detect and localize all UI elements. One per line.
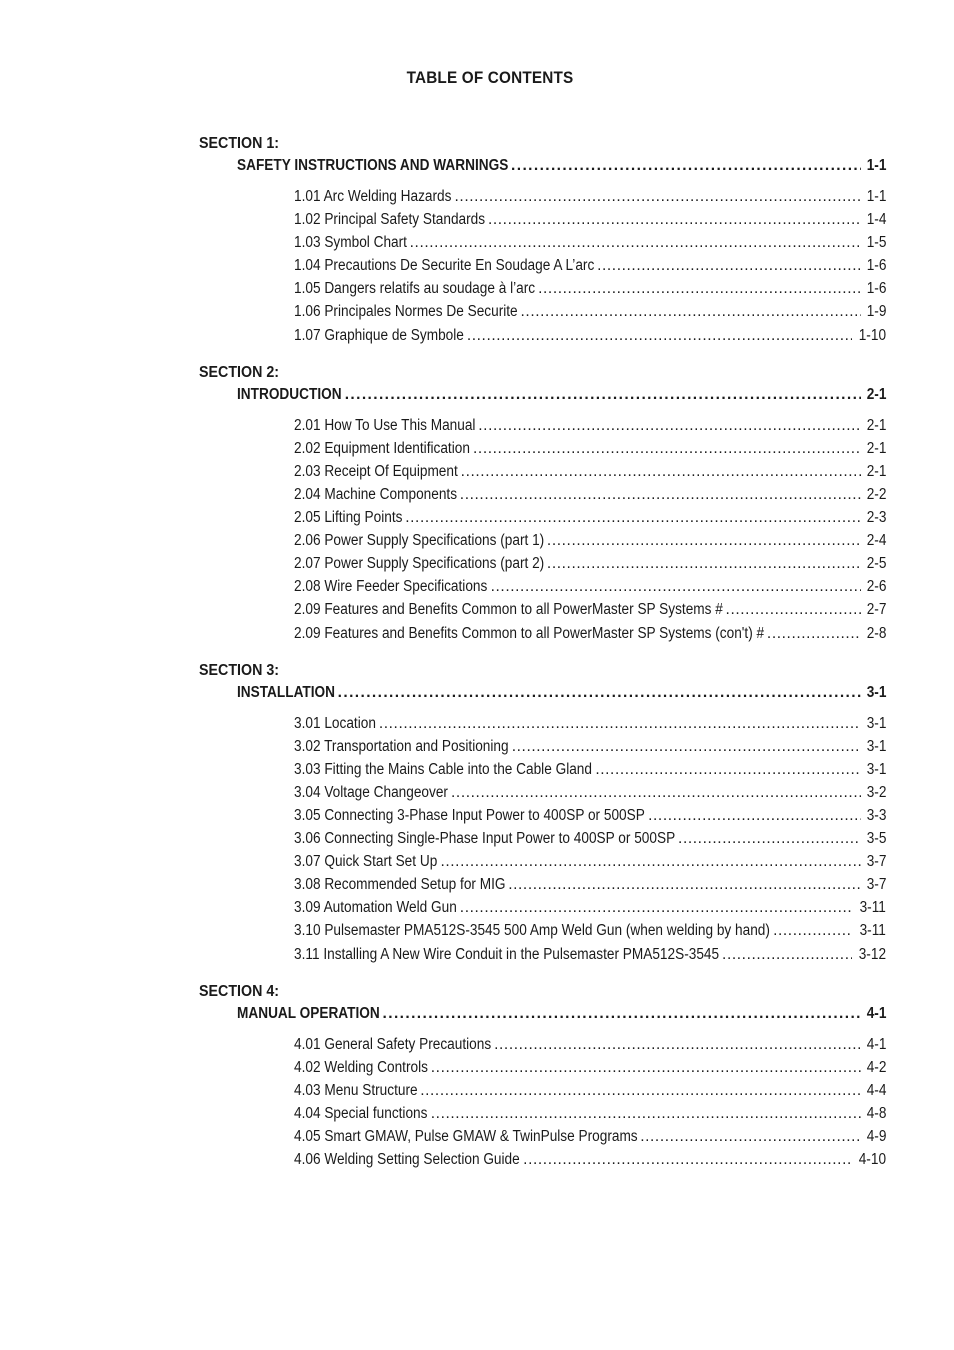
entry-title: 1.06 Principales Normes De Securite xyxy=(294,303,518,321)
dot-leader xyxy=(467,324,852,347)
toc-entry[interactable] xyxy=(294,896,886,919)
entry-title: 2.03 Receipt Of Equipment xyxy=(294,462,458,480)
toc-entry[interactable] xyxy=(294,1125,886,1148)
section-heading-link[interactable] xyxy=(237,1003,886,1025)
entry-page-number: 1-1 xyxy=(866,188,886,205)
toc-entry[interactable] xyxy=(294,300,886,323)
entry-page-number: 3-2 xyxy=(866,783,886,801)
section-heading-link[interactable] xyxy=(237,682,886,704)
section-label: SECTION 3: xyxy=(199,661,280,679)
entry-title: 2.07 Power Supply Specifications (part 2) xyxy=(294,555,545,573)
section-heading-link[interactable] xyxy=(237,155,886,177)
toc-entry[interactable] xyxy=(294,460,886,483)
dot-leader xyxy=(461,460,861,483)
page-title: TABLE OF CONTENTS xyxy=(406,68,574,87)
dot-leader xyxy=(460,896,853,919)
entry-page-number: 2-5 xyxy=(866,555,886,573)
entry-title: 2.06 Power Supply Specifications (part 1) xyxy=(294,532,545,550)
dot-leader xyxy=(521,300,861,323)
entry-title: 3.01 Location xyxy=(294,714,376,732)
dot-leader xyxy=(538,277,860,300)
entry-title: 1.02 Principal Safety Standards xyxy=(294,211,486,229)
entry-title: 3.04 Voltage Changeover xyxy=(294,783,448,801)
dot-leader xyxy=(345,384,861,406)
toc-entry[interactable] xyxy=(294,919,886,942)
section-heading: INSTALLATION xyxy=(237,683,335,701)
entry-page-number: 2-8 xyxy=(866,624,886,642)
entry-title: 1.01 Arc Welding Hazards xyxy=(294,188,452,205)
entry-title: 4.01 General Safety Precautions xyxy=(294,1035,492,1053)
toc-entry[interactable] xyxy=(294,254,886,277)
entry-title: 3.07 Quick Start Set Up xyxy=(294,853,438,871)
dot-leader xyxy=(410,231,861,254)
entry-title: 4.04 Special functions xyxy=(294,1104,428,1122)
entry-page-number: 4-8 xyxy=(866,1104,886,1122)
entry-page-number: 4-1 xyxy=(866,1035,886,1053)
toc-entry[interactable] xyxy=(294,1148,886,1171)
entry-page-number: 3-1 xyxy=(866,737,886,755)
section-heading: INTRODUCTION xyxy=(237,385,342,403)
dot-leader xyxy=(726,598,861,621)
toc-entry[interactable] xyxy=(294,712,886,735)
entry-title: 2.01 How To Use This Manual xyxy=(294,416,476,434)
dot-leader xyxy=(383,1003,861,1025)
entry-title: 4.05 Smart GMAW, Pulse GMAW & TwinPulse Programs xyxy=(294,1128,638,1145)
dot-leader xyxy=(640,1125,860,1148)
dot-leader xyxy=(547,529,861,552)
toc-entry[interactable] xyxy=(294,1079,886,1102)
dot-leader xyxy=(511,155,861,177)
dot-leader xyxy=(523,1148,852,1171)
entry-page-number: 1-4 xyxy=(866,211,886,229)
entry-page-number: 2-4 xyxy=(866,532,886,550)
toc-entry[interactable] xyxy=(294,758,886,781)
dot-leader xyxy=(547,552,861,575)
toc-section xyxy=(199,980,886,1172)
entry-title: 1.04 Precautions De Securite En Soudage A L’arc xyxy=(294,257,595,275)
entry-page-number: 1-6 xyxy=(866,257,886,275)
dot-leader xyxy=(460,483,861,506)
dot-leader xyxy=(431,1102,861,1125)
entry-title: 1.07 Graphique de Symbole xyxy=(294,326,464,344)
entry-page-number: 3-11 xyxy=(859,922,886,940)
toc-section xyxy=(199,659,886,966)
entry-page-number: 3-12 xyxy=(858,945,886,963)
toc-entry[interactable] xyxy=(294,208,886,231)
toc-section xyxy=(199,132,886,347)
entry-title: 2.09 Features and Benefits Common to all PowerMaster SP Systems (con't) # xyxy=(294,624,765,642)
entry-page-number: 2-1 xyxy=(866,416,886,434)
entry-page-number: 3-11 xyxy=(859,899,886,917)
toc-entry[interactable] xyxy=(294,414,886,437)
toc-entry[interactable] xyxy=(294,185,886,208)
entry-page-number: 2-1 xyxy=(866,462,886,480)
entry-page-number: 3-1 xyxy=(866,760,886,778)
dot-leader xyxy=(491,575,861,598)
entry-title: 4.06 Welding Setting Selection Guide xyxy=(294,1151,520,1169)
entry-page-number: 4-2 xyxy=(866,1058,886,1076)
entry-page-number: 4-4 xyxy=(866,1081,886,1099)
entry-title: 3.05 Connecting 3-Phase Input Power to 400SP or 500SP xyxy=(294,806,645,824)
dot-leader xyxy=(440,850,860,873)
dot-leader xyxy=(512,735,861,758)
dot-leader xyxy=(405,506,860,529)
section-page-number: 1-1 xyxy=(866,157,886,174)
entry-title: 3.03 Fitting the Mains Cable into the Cable Gland xyxy=(294,760,592,778)
toc-entry[interactable] xyxy=(294,943,886,966)
entry-title: 2.09 Features and Benefits Common to all PowerMaster SP Systems # xyxy=(294,601,723,619)
toc-entry[interactable] xyxy=(294,622,886,645)
section-page-number: 2-1 xyxy=(866,385,886,403)
entry-page-number: 4-9 xyxy=(866,1128,886,1145)
entry-page-number: 1-5 xyxy=(866,234,886,252)
entry-page-number: 2-1 xyxy=(866,439,886,457)
toc-entry[interactable] xyxy=(294,781,886,804)
entry-page-number: 1-10 xyxy=(858,326,886,344)
toc-entry[interactable] xyxy=(294,873,886,896)
toc-entry[interactable] xyxy=(294,437,886,460)
entry-page-number: 4-10 xyxy=(858,1151,886,1169)
entry-title: 2.08 Wire Feeder Specifications xyxy=(294,578,488,596)
dot-leader xyxy=(420,1079,860,1102)
entry-title: 3.06 Connecting Single-Phase Input Power to 400SP or 500SP xyxy=(294,830,676,848)
toc-entry[interactable] xyxy=(294,277,886,300)
dot-leader xyxy=(767,622,861,645)
entry-page-number: 3-1 xyxy=(866,714,886,732)
entry-title: 1.05 Dangers relatifs au soudage à l’arc xyxy=(294,280,536,298)
toc-entry[interactable] xyxy=(294,1033,886,1056)
toc-entry[interactable] xyxy=(294,575,886,598)
dot-leader xyxy=(451,781,861,804)
entry-page-number: 3-7 xyxy=(866,853,886,871)
dot-leader xyxy=(455,185,861,208)
dot-leader xyxy=(678,827,861,850)
entry-title: 2.02 Equipment Identification xyxy=(294,439,470,457)
entry-page-number: 3-3 xyxy=(866,806,886,824)
entry-title: 2.05 Lifting Points xyxy=(294,509,403,527)
entry-title: 3.02 Transportation and Positioning xyxy=(294,737,509,755)
toc-entry[interactable] xyxy=(294,598,886,621)
dot-leader xyxy=(473,437,861,460)
entry-page-number: 2-3 xyxy=(866,509,886,527)
dot-leader xyxy=(488,208,861,231)
section-label: SECTION 1: xyxy=(199,135,280,152)
section-page-number: 3-1 xyxy=(866,683,886,701)
toc-entry[interactable] xyxy=(294,827,886,850)
toc-entry[interactable] xyxy=(294,506,886,529)
entry-page-number: 2-7 xyxy=(866,601,886,619)
entry-title: 4.03 Menu Structure xyxy=(294,1081,418,1099)
toc-entry[interactable] xyxy=(294,529,886,552)
dot-leader xyxy=(379,712,861,735)
entry-page-number: 2-6 xyxy=(866,578,886,596)
dot-leader xyxy=(508,873,860,896)
dot-leader xyxy=(722,943,852,966)
toc-entry[interactable] xyxy=(294,1102,886,1125)
section-label: SECTION 2: xyxy=(199,363,280,381)
toc-entry[interactable] xyxy=(294,483,886,506)
table-of-contents xyxy=(199,132,886,1185)
entry-title: 4.02 Welding Controls xyxy=(294,1058,428,1076)
entry-page-number: 3-7 xyxy=(866,876,886,894)
dot-leader xyxy=(431,1056,861,1079)
toc-entry[interactable] xyxy=(294,552,886,575)
entry-title: 1.03 Symbol Chart xyxy=(294,234,407,252)
toc-entry[interactable] xyxy=(294,1056,886,1079)
entry-title: 3.09 Automation Weld Gun xyxy=(294,899,457,917)
entry-title: 3.11 Installing A New Wire Conduit in the Pulsemaster PMA512S-3545 xyxy=(294,945,720,963)
toc-section xyxy=(199,361,886,645)
section-heading: SAFETY INSTRUCTIONS AND WARNINGS xyxy=(237,157,509,174)
dot-leader xyxy=(338,682,861,704)
entry-page-number: 1-6 xyxy=(866,280,886,298)
dot-leader xyxy=(773,919,853,942)
entry-title: 3.10 Pulsemaster PMA512S-3545 500 Amp Weld Gun (when welding by hand) xyxy=(294,922,770,940)
toc-entry[interactable] xyxy=(294,850,886,873)
toc-entry[interactable] xyxy=(294,231,886,254)
entry-page-number: 2-2 xyxy=(866,485,886,503)
toc-entry[interactable] xyxy=(294,735,886,758)
dot-leader xyxy=(597,254,861,277)
entry-page-number: 1-9 xyxy=(866,303,886,321)
toc-entry[interactable] xyxy=(294,324,886,347)
entry-title: 3.08 Recommended Setup for MIG xyxy=(294,876,506,894)
dot-leader xyxy=(595,758,860,781)
dot-leader xyxy=(648,804,860,827)
entry-page-number: 3-5 xyxy=(866,830,886,848)
toc-entry[interactable] xyxy=(294,804,886,827)
section-label: SECTION 4: xyxy=(199,982,280,1000)
entry-title: 2.04 Machine Components xyxy=(294,485,458,503)
dot-leader xyxy=(494,1033,860,1056)
dot-leader xyxy=(478,414,860,437)
section-heading: MANUAL OPERATION xyxy=(237,1004,380,1022)
section-heading-link[interactable] xyxy=(237,384,886,406)
section-page-number: 4-1 xyxy=(866,1004,886,1022)
